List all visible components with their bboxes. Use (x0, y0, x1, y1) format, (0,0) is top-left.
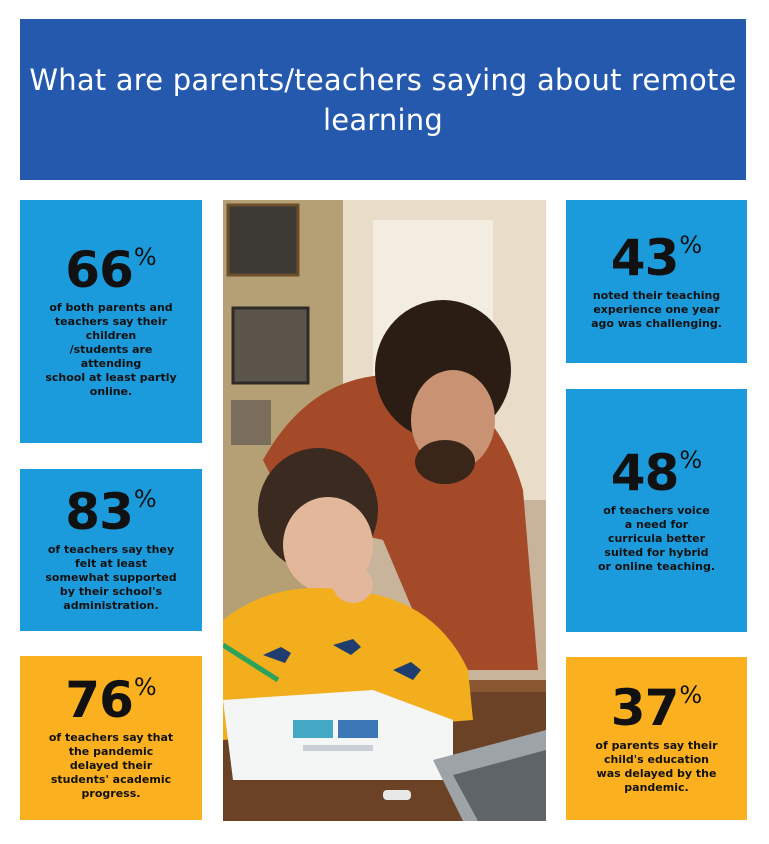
stat-description: of both parents and teachers say their children /students are attending school at least partly online. (45, 300, 177, 398)
header-banner (20, 19, 746, 180)
stat-card-66 (20, 200, 202, 443)
stat-card-43 (566, 200, 747, 363)
stat-number: 83 (65, 483, 133, 541)
stat-number: 43 (610, 228, 679, 287)
stat-description: of teachers voice a need for curricula better suited for hybrid or online teaching. (597, 503, 715, 573)
stat-value (65, 483, 157, 541)
photo-illustration (223, 200, 546, 821)
stat-number: 37 (610, 678, 679, 737)
stat-percent: % (133, 485, 157, 513)
stat-percent: % (133, 673, 157, 701)
stat-value (610, 228, 703, 287)
stat-card-76 (20, 656, 202, 820)
stat-card-48 (566, 389, 747, 632)
stat-value (610, 443, 703, 502)
stat-percent: % (679, 230, 703, 259)
stat-value (65, 240, 157, 299)
stat-description: noted their teaching experience one year ago was challenging. (591, 288, 722, 330)
stat-card-37 (566, 657, 747, 820)
stat-percent: % (679, 680, 703, 709)
page-title: What are parents/teachers saying about remote learning (29, 62, 737, 137)
stat-description: of teachers say they felt at least somewhat supported by their school's administration. (45, 543, 177, 612)
stat-value (65, 671, 157, 729)
stat-value (610, 678, 703, 737)
stat-number: 66 (65, 240, 133, 299)
stat-number: 76 (65, 671, 133, 729)
stat-percent: % (133, 242, 157, 271)
stat-description: of teachers say that the pandemic delayed their students' academic progress. (48, 731, 174, 800)
stat-description: of parents say their child's education was delayed by the pandemic. (595, 738, 718, 794)
stat-card-83 (20, 469, 202, 631)
stat-number: 48 (610, 443, 679, 502)
father-helping-child-homework-photo (223, 200, 546, 821)
stat-percent: % (679, 445, 703, 474)
